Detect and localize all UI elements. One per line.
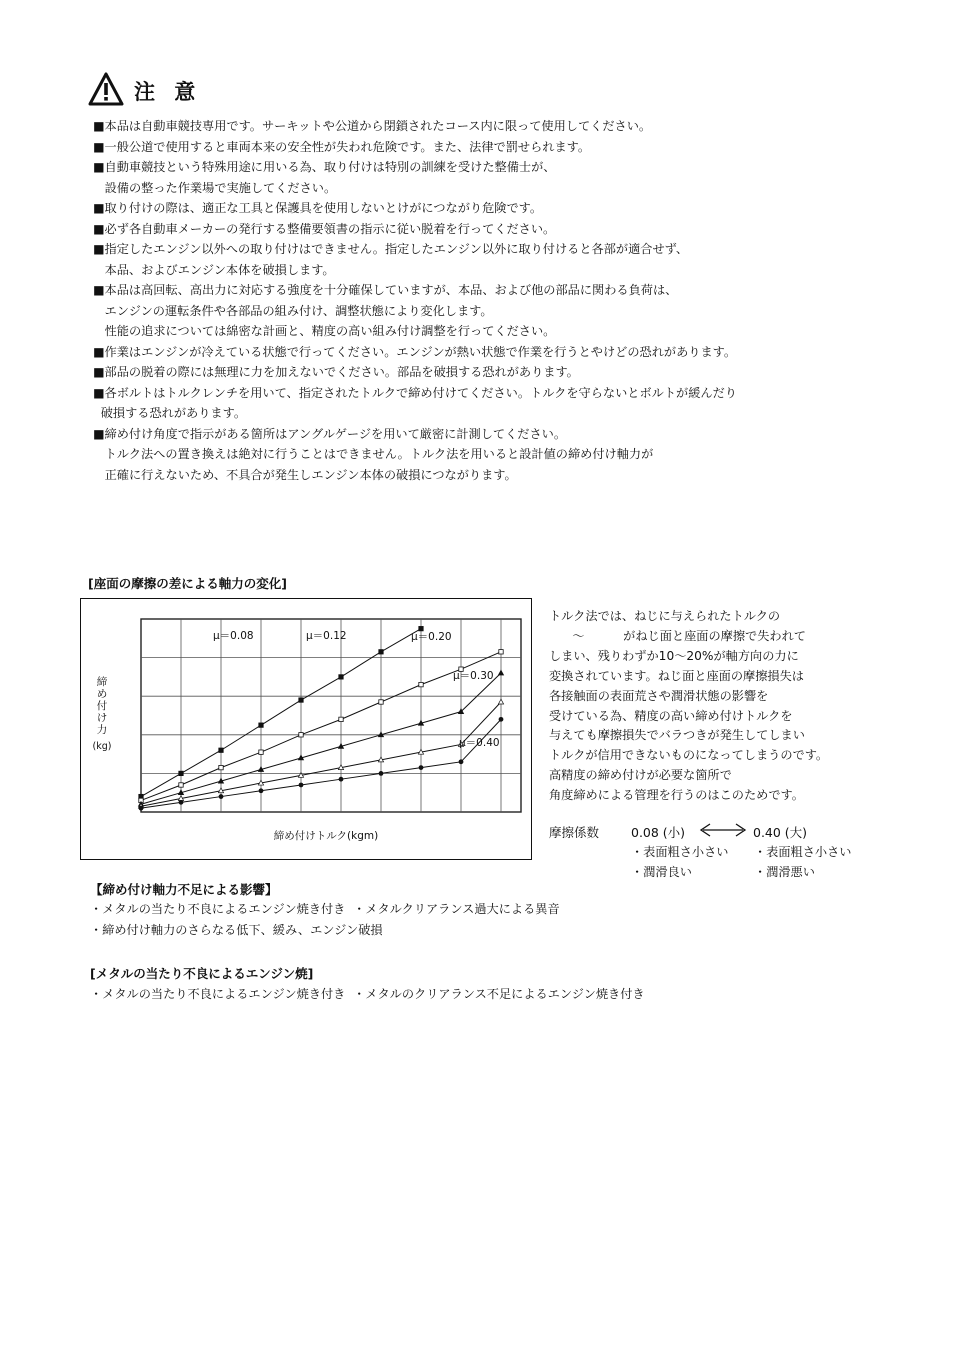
data-point bbox=[139, 806, 144, 811]
data-point bbox=[419, 765, 424, 770]
caution-note-line: 設備の整った作業場で実施してください。 bbox=[93, 180, 337, 195]
explanation-line: 各接触面の表面荒さや潤滑状態の影響を bbox=[549, 688, 769, 703]
caution-note-line: ■本品は高回転、高出力に対応する強度を十分確保していますが、本品、および他の部品に関わる負荷は、 bbox=[93, 283, 678, 297]
data-point bbox=[299, 698, 303, 702]
caution-note-line: ■一般公道で使用すると車両本来の安全性が失われ危険です。また、法律で罰せられます。 bbox=[93, 139, 591, 154]
caution-note-line: ■必ず各自動車メーカーの発行する整備要領書の指示に従い脱着を行ってください。 bbox=[93, 221, 556, 236]
torque-explanation bbox=[549, 607, 929, 806]
series-line bbox=[141, 652, 501, 801]
data-point bbox=[219, 794, 224, 799]
caution-note-line: 本品、およびエンジン本体を破損します。 bbox=[93, 262, 335, 277]
friction-coefficient-label: 摩擦係数 bbox=[549, 825, 600, 840]
seizure-list bbox=[90, 984, 645, 1005]
seizure-line: ・メタルの当たり不良によるエンジン焼き付き ・メタルのクリアランス不足によるエンジン焼き付き bbox=[90, 987, 645, 1001]
explanation-line: 受けている為、精度の高い締め付けトルクを bbox=[549, 708, 793, 723]
friction-chart-svg bbox=[81, 599, 530, 858]
friction-small-note: ・表面粗さ小さい bbox=[631, 845, 729, 859]
data-point bbox=[339, 777, 344, 782]
friction-large-note: ・表面粗さ小さい bbox=[754, 845, 852, 859]
data-point bbox=[179, 800, 184, 805]
series-label: μ＝0.30 bbox=[453, 670, 494, 682]
data-point bbox=[419, 682, 423, 686]
caution-note-line: ■本品は自動車競技専用です。サーキットや公道から閉鎖されたコース内に限って使用してください。 bbox=[93, 119, 652, 133]
effect-list bbox=[90, 899, 560, 940]
data-point bbox=[219, 765, 223, 769]
data-point bbox=[499, 650, 503, 654]
data-point bbox=[379, 771, 384, 776]
caution-note-line: ■部品の脱着の際には無理に力を加えないでください。部品を破損する恐れがあります。 bbox=[93, 365, 579, 379]
explanation-line: トルク法では、ねじに与えられたトルクの bbox=[549, 609, 781, 623]
friction-small-note: ・潤滑良い bbox=[631, 865, 692, 879]
data-point bbox=[499, 717, 504, 722]
explanation-line: 高精度の締め付けが必要な箇所で bbox=[549, 768, 732, 783]
caution-note-line: トルク法への置き換えは絶対に行うことはできません。トルク法を用いると設計値の締め付け軸力が bbox=[93, 447, 654, 461]
data-point bbox=[498, 699, 503, 704]
data-point bbox=[259, 723, 263, 727]
friction-large-value: 0.40 (大) bbox=[753, 825, 808, 840]
caution-note-line: ■自動車競技という特殊用途に用いる為、取り付けは特別の訓練を受けた整備士が、 bbox=[93, 160, 556, 174]
series-line bbox=[141, 702, 501, 806]
caution-note-line: エンジンの運転条件や各部品の組み付け、調整状態により変化します。 bbox=[93, 303, 493, 318]
y-axis-label-char: め bbox=[96, 688, 108, 700]
double-arrow-icon bbox=[698, 822, 748, 838]
caution-note-line: ■作業はエンジンが冷えている状態で行ってください。エンジンが熱い状態で作業を行うとやけどの恐れがあります。 bbox=[93, 344, 737, 359]
caution-note-line: ■取り付けの際は、適正な工具と保護具を使用しないとけがにつながり危険です。 bbox=[93, 201, 543, 215]
explanation-line: 与えても摩擦損失でバラつきが発生してしまい bbox=[549, 728, 805, 743]
caution-note-line: 正確に行えないため、不具合が発生しエンジン本体の破損につながります。 bbox=[93, 467, 517, 482]
data-point bbox=[498, 670, 503, 675]
series-label: μ＝0.12 bbox=[306, 630, 347, 642]
data-point bbox=[339, 717, 343, 721]
caution-note-line: 破損する恐れがあります。 bbox=[93, 406, 247, 420]
y-axis-label-char: 付 bbox=[96, 700, 108, 712]
series-label: μ＝0.08 bbox=[213, 630, 254, 642]
friction-chart bbox=[80, 598, 532, 860]
explanation-line: 角度締めによる管理を行うのはこのためです。 bbox=[549, 788, 804, 803]
caution-note-line: ■指定したエンジン以外への取り付けはできません。指定したエンジン以外に取り付けると各部が適合せず、 bbox=[93, 242, 689, 256]
series-label: μ＝0.20 bbox=[411, 631, 452, 643]
caution-heading: 注 意 bbox=[134, 80, 202, 104]
explanation-line: 〜 がねじ面と座面の摩擦で失われて bbox=[549, 628, 806, 643]
caution-note-line: 性能の追求については綿密な計画と、精度の高い組み付け調整を行ってください。 bbox=[93, 324, 556, 338]
caution-note-line: ■各ボルトはトルクレンチを用いて、指定されたトルクで締め付けてください。トルクを守らないとボルトが緩んだり bbox=[93, 385, 737, 400]
y-axis-label-char: 締 bbox=[96, 676, 108, 688]
effect-section-title: 【締め付け軸力不足による影響】 bbox=[90, 882, 278, 897]
data-point bbox=[379, 700, 383, 704]
effect-line: ・メタルの当たり不良によるエンジン焼き付き ・メタルクリアランス過大による異音 bbox=[90, 902, 560, 916]
friction-large-note: ・潤滑悪い bbox=[754, 865, 815, 879]
series-label: μ＝0.40 bbox=[459, 737, 500, 749]
seizure-section-title: [メタルの当たり不良によるエンジン焼] bbox=[90, 966, 314, 981]
data-point bbox=[219, 748, 223, 752]
y-axis-label-char: 力 bbox=[96, 724, 108, 736]
warning-triangle-icon bbox=[88, 72, 124, 106]
effect-line: ・締め付け軸力のさらなる低下、緩み、エンジン破損 bbox=[90, 922, 383, 937]
series-line bbox=[141, 719, 501, 808]
friction-small-value: 0.08 (小) bbox=[631, 825, 686, 840]
data-point bbox=[379, 650, 383, 654]
data-point bbox=[179, 783, 183, 787]
caution-note-line: ■締め付け角度で指示がある箇所はアングルゲージを用いて厳密に計測してください。 bbox=[93, 426, 567, 441]
data-point bbox=[459, 759, 464, 764]
plot-frame bbox=[141, 619, 521, 812]
chart-section-title: [座面の摩擦の差による軸力の変化] bbox=[88, 576, 287, 591]
explanation-line: 変換されています。ねじ面と座面の摩擦損失は bbox=[549, 668, 804, 683]
data-point bbox=[339, 675, 343, 679]
y-axis-unit: (kg) bbox=[92, 741, 112, 752]
x-axis-label: 締め付けトルク(kgm) bbox=[273, 830, 379, 842]
data-point bbox=[299, 733, 303, 737]
data-point bbox=[299, 783, 304, 788]
explanation-line: トルクが信用できないものになってしまうのです。 bbox=[549, 748, 829, 763]
data-point bbox=[259, 788, 264, 793]
y-axis-label-char: け bbox=[96, 712, 108, 724]
data-point bbox=[259, 750, 263, 754]
series-line bbox=[141, 673, 501, 804]
explanation-line: しまい、残りわずか10〜20%が軸方向の力に bbox=[549, 648, 799, 663]
data-point bbox=[179, 771, 183, 775]
caution-notes-list bbox=[93, 116, 873, 485]
